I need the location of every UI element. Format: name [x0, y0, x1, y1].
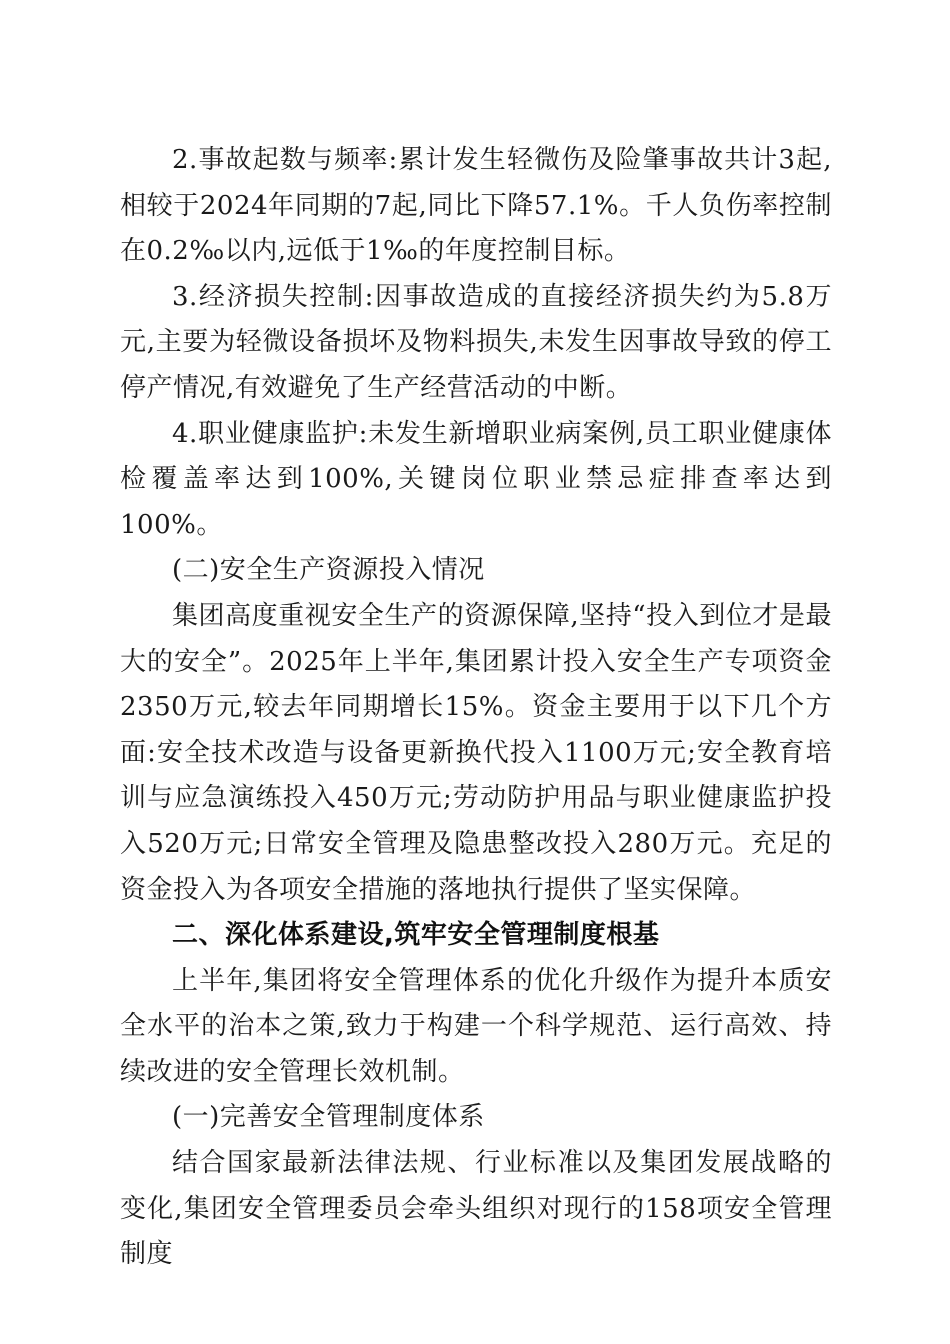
paragraph-funding: 集团高度重视安全生产的资源保障,坚持“投入到位才是最大的安全”。2025年上半年,集团累计投入安全生产专项资金2350万元,较去年同期增长15%。资金主要用于以下几个方面:安全技术改造与设备更新换代投入1100万元;安全教育培训与应急演练投入450万元;劳动防护用品与职业健康监护投入520万元;日常安全管理及隐患整改投入280万元。充足的资金投入为各项安全措施的落地执行提供了坚实保障。 — [120, 600, 832, 905]
paragraph-occupational-health: 4.职业健康监护:未发生新增职业病案例,员工职业健康体检覆盖率达到100%,关键岗位职业禁忌症排查率达到100%。 — [120, 418, 832, 540]
paragraph-accident-frequency: 2.事故起数与频率:累计发生轻微伤及险肇事故共计3起,相较于2024年同期的7起,同比下降57.1%。千人负伤率控制在0.2‰以内,远低于1‰的年度控制目标。 — [120, 145, 832, 267]
paragraph-regulation-review: 结合国家最新法律法规、行业标准以及集团发展战略的变化,集团安全管理委员会牵头组织对现行的158项安全管理制度 — [120, 1148, 832, 1270]
paragraph-economic-loss: 3.经济损失控制:因事故造成的直接经济损失约为5.8万元,主要为轻微设备损坏及物料损失,未发生因事故导致的停工停产情况,有效避免了生产经营活动的中断。 — [120, 281, 832, 403]
paragraph-system-intro: 上半年,集团将安全管理体系的优化升级作为提升本质安全水平的治本之策,致力于构建一个科学规范、运行高效、持续改进的安全管理长效机制。 — [120, 965, 832, 1087]
document-body — [120, 138, 832, 1278]
subheading-management-system: (一)完善安全管理制度体系 — [172, 1102, 485, 1133]
section-heading-system-building: 二、深化体系建设,筑牢安全管理制度根基 — [172, 920, 660, 951]
subheading-resource-investment: (二)安全生产资源投入情况 — [172, 555, 485, 586]
